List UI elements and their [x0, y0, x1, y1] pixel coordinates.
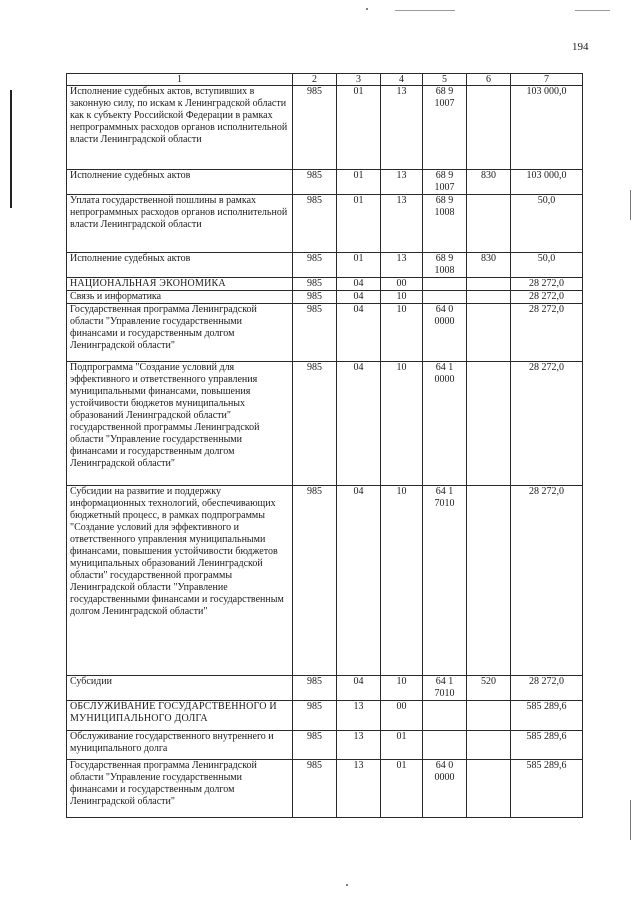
row-csr: 64 1 7010 [423, 486, 467, 676]
row-rz: 01 [337, 195, 381, 253]
table-row [67, 486, 583, 676]
scan-artifact-dot [366, 8, 368, 10]
row-csr: 64 1 7010 [423, 676, 467, 701]
column-header: 1 [67, 74, 293, 86]
table-row [67, 195, 583, 253]
row-amount: 28 272,0 [511, 278, 583, 291]
row-name: ОБСЛУЖИВАНИЕ ГОСУДАРСТВЕННОГО И МУНИЦИПАЛЬНОГО ДОЛГА [67, 701, 293, 731]
row-gr: 985 [293, 278, 337, 291]
row-gr: 985 [293, 86, 337, 170]
row-gr: 985 [293, 486, 337, 676]
row-rz: 13 [337, 760, 381, 818]
row-pr: 00 [381, 701, 423, 731]
row-csr [423, 701, 467, 731]
budget-table [66, 73, 583, 818]
scan-artifact-line [395, 10, 455, 11]
row-name: Государственная программа Ленинградской области "Управление государственными финансами и государственным долгом Ленинградской области" [67, 760, 293, 818]
row-pr: 01 [381, 760, 423, 818]
row-amount: 28 272,0 [511, 486, 583, 676]
column-header: 7 [511, 74, 583, 86]
row-gr: 985 [293, 701, 337, 731]
row-csr: 64 0 0000 [423, 760, 467, 818]
row-pr: 10 [381, 304, 423, 362]
row-amount: 28 272,0 [511, 291, 583, 304]
row-name: Обслуживание государственного внутреннего и муниципального долга [67, 731, 293, 760]
row-pr: 10 [381, 362, 423, 486]
row-csr: 68 9 1007 [423, 86, 467, 170]
row-csr: 64 0 0000 [423, 304, 467, 362]
row-pr: 13 [381, 86, 423, 170]
row-vr [467, 486, 511, 676]
table-row [67, 170, 583, 195]
row-amount: 28 272,0 [511, 676, 583, 701]
row-amount: 585 289,6 [511, 760, 583, 818]
row-rz: 04 [337, 362, 381, 486]
row-amount: 103 000,0 [511, 170, 583, 195]
row-csr [423, 291, 467, 304]
row-name: Связь и информатика [67, 291, 293, 304]
row-amount: 50,0 [511, 253, 583, 278]
column-header: 5 [423, 74, 467, 86]
margin-binding-mark [10, 90, 12, 208]
row-name: Субсидии [67, 676, 293, 701]
row-rz: 13 [337, 701, 381, 731]
column-number-row [67, 74, 583, 86]
table-row [67, 731, 583, 760]
row-rz: 13 [337, 731, 381, 760]
row-csr [423, 731, 467, 760]
table-row [67, 760, 583, 818]
row-amount: 585 289,6 [511, 701, 583, 731]
row-gr: 985 [293, 253, 337, 278]
row-vr [467, 195, 511, 253]
row-amount: 50,0 [511, 195, 583, 253]
row-rz: 01 [337, 86, 381, 170]
row-pr: 10 [381, 676, 423, 701]
row-gr: 985 [293, 731, 337, 760]
row-pr: 13 [381, 170, 423, 195]
table-row [67, 291, 583, 304]
row-name: Исполнение судебных актов, вступивших в законную силу, по искам к Ленинградской области как к субъекту Российской Федерации в рамках непрограммных расходов органов исполнительной власти Ленинградской области [67, 86, 293, 170]
table-row [67, 304, 583, 362]
column-header: 6 [467, 74, 511, 86]
row-vr [467, 291, 511, 304]
row-name: Исполнение судебных актов [67, 253, 293, 278]
row-gr: 985 [293, 291, 337, 304]
row-csr: 68 9 1007 [423, 170, 467, 195]
table-row [67, 676, 583, 701]
row-pr: 10 [381, 486, 423, 676]
table-row [67, 253, 583, 278]
table-row [67, 701, 583, 731]
scan-artifact-edge [630, 190, 631, 220]
scan-artifact-edge [630, 800, 631, 840]
column-header: 3 [337, 74, 381, 86]
row-rz: 01 [337, 170, 381, 195]
row-gr: 985 [293, 362, 337, 486]
row-vr [467, 701, 511, 731]
row-name: Исполнение судебных актов [67, 170, 293, 195]
row-gr: 985 [293, 304, 337, 362]
row-pr: 01 [381, 731, 423, 760]
row-name: Государственная программа Ленинградской области "Управление государственными финансами и государственным долгом Ленинградской области" [67, 304, 293, 362]
row-vr [467, 86, 511, 170]
row-rz: 04 [337, 676, 381, 701]
scan-artifact-line [575, 10, 610, 11]
row-pr: 13 [381, 253, 423, 278]
row-vr [467, 304, 511, 362]
row-csr: 64 1 0000 [423, 362, 467, 486]
column-header: 2 [293, 74, 337, 86]
row-vr [467, 760, 511, 818]
row-vr [467, 278, 511, 291]
row-vr [467, 731, 511, 760]
row-csr [423, 278, 467, 291]
row-vr: 830 [467, 253, 511, 278]
row-pr: 00 [381, 278, 423, 291]
row-amount: 585 289,6 [511, 731, 583, 760]
table-row [67, 362, 583, 486]
row-amount: 28 272,0 [511, 362, 583, 486]
table-row [67, 86, 583, 170]
row-name: Уплата государственной пошлины в рамках непрограммных расходов органов исполнительной власти Ленинградской области [67, 195, 293, 253]
row-amount: 103 000,0 [511, 86, 583, 170]
row-csr: 68 9 1008 [423, 253, 467, 278]
row-vr [467, 362, 511, 486]
row-pr: 13 [381, 195, 423, 253]
row-rz: 04 [337, 291, 381, 304]
row-gr: 985 [293, 195, 337, 253]
row-name: Подпрограмма "Создание условий для эффективного и ответственного управления муниципальными финансами, повышения устойчивости бюджетов муниципальных образований Ленинградской области" государственной программы Ленинградской области "Управление государственными финансами и государственным долгом Ленинградской области" [67, 362, 293, 486]
row-pr: 10 [381, 291, 423, 304]
row-rz: 04 [337, 304, 381, 362]
row-rz: 04 [337, 278, 381, 291]
row-csr: 68 9 1008 [423, 195, 467, 253]
row-gr: 985 [293, 676, 337, 701]
row-rz: 04 [337, 486, 381, 676]
row-vr: 830 [467, 170, 511, 195]
column-header: 4 [381, 74, 423, 86]
page-number: 194 [572, 41, 589, 53]
table-row [67, 278, 583, 291]
row-gr: 985 [293, 170, 337, 195]
row-name: НАЦИОНАЛЬНАЯ ЭКОНОМИКА [67, 278, 293, 291]
row-gr: 985 [293, 760, 337, 818]
row-amount: 28 272,0 [511, 304, 583, 362]
row-vr: 520 [467, 676, 511, 701]
scan-artifact-dot [346, 884, 348, 886]
row-rz: 01 [337, 253, 381, 278]
row-name: Субсидии на развитие и поддержку информационных технологий, обеспечивающих бюджетный процесс, в рамках подпрограммы "Создание условий для эффективного и ответственного управления муниципальными финансами, повышения устойчивости бюджетов муниципальных образований Ленинградской области" государственной программы Ленинградской области "Управление государственными финансами и государственным долгом Ленинградской области" [67, 486, 293, 676]
